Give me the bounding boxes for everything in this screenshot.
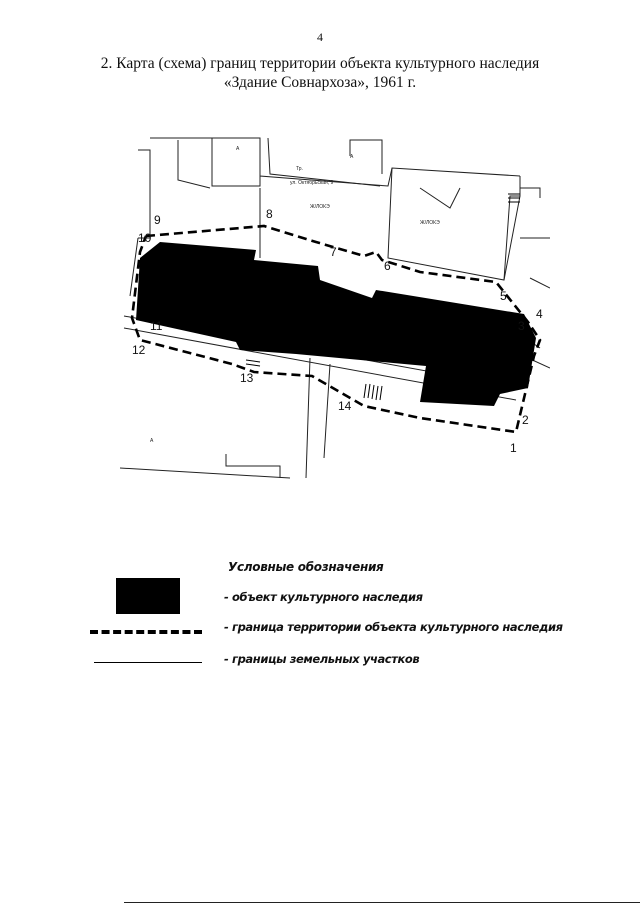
point-label-1: 1 bbox=[510, 441, 517, 455]
point-label-12: 12 bbox=[132, 343, 146, 357]
page-number: 4 bbox=[317, 30, 323, 44]
map-annotation: А bbox=[150, 438, 154, 444]
title-line-1: 2. Карта (схема) границ территории объекта культурного наследия bbox=[100, 55, 540, 72]
point-label-9: 9 bbox=[154, 213, 161, 227]
point-label-2: 2 bbox=[522, 413, 529, 427]
page-title bbox=[60, 54, 580, 92]
map-annotation: Ж/ЛОКЭ bbox=[420, 220, 440, 226]
legend-title: Условные обозначения bbox=[228, 560, 384, 574]
legend-label-territory: - граница территории объекта культурного наследия bbox=[224, 620, 563, 634]
legend-row-parcels bbox=[90, 642, 570, 682]
point-label-13: 13 bbox=[240, 371, 254, 385]
point-label-5: 5 bbox=[500, 289, 507, 303]
legend-swatch-object bbox=[116, 578, 180, 614]
boundary-map bbox=[120, 128, 550, 488]
point-label-8: 8 bbox=[266, 207, 273, 221]
bottom-rule bbox=[124, 902, 640, 903]
legend-swatch-parcels bbox=[94, 662, 202, 663]
point-label-10: 10 bbox=[138, 231, 152, 245]
point-label-3: 3 bbox=[518, 319, 525, 333]
legend-label-object: - объект культурного наследия bbox=[224, 590, 423, 604]
title-line-2: «Здание Совнархоза», 1961 г. bbox=[223, 74, 417, 91]
point-label-7: 7 bbox=[330, 245, 337, 259]
map-annotation: Тр. bbox=[296, 166, 303, 172]
legend-swatch-territory bbox=[90, 630, 202, 634]
map-annotation: Ж/ЛОКЭ bbox=[310, 204, 330, 210]
point-label-14: 14 bbox=[338, 399, 352, 413]
heritage-object-block bbox=[136, 242, 536, 406]
map-annotation: ул. Октябрьская, 9 bbox=[290, 180, 334, 186]
point-label-11: 11 bbox=[150, 319, 163, 333]
legend-label-parcels: - границы земельных участков bbox=[224, 652, 420, 666]
map-annotation: А bbox=[236, 146, 240, 152]
point-label-4: 4 bbox=[536, 307, 543, 321]
point-label-6: 6 bbox=[384, 259, 391, 273]
legend-row-object bbox=[90, 578, 570, 618]
map-annotation: А bbox=[350, 154, 354, 160]
